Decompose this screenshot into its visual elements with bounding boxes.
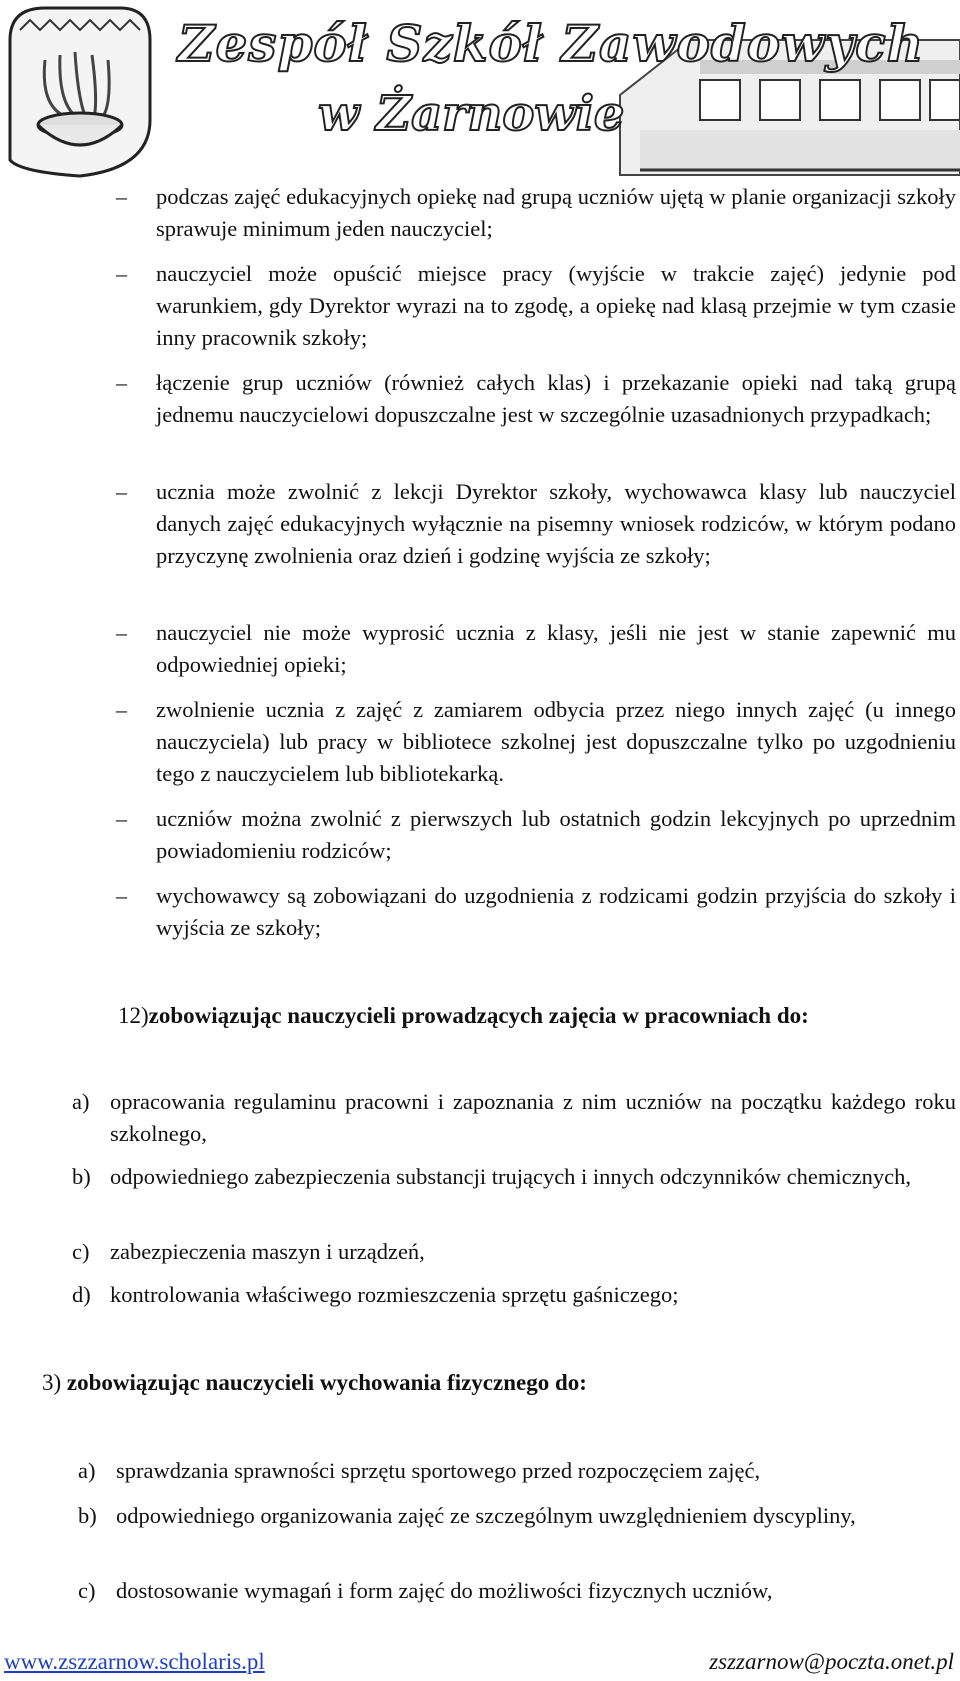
list-item-text: kontrolowania właściwego rozmieszczenia sprzętu gaśniczego; bbox=[110, 1282, 679, 1307]
list-item bbox=[116, 694, 956, 790]
list-marker: a) bbox=[72, 1089, 90, 1114]
list-item bbox=[72, 1236, 956, 1268]
list-item bbox=[116, 803, 956, 867]
list-item-text: ucznia może zwolnić z lekcji Dyrektor szkoły, wychowawca klasy lub nauczyciel danych zajęć edukacyjnych wyłącznie na pisemny wniosek rodziców, w którym podano przyczynę zwolnienia oraz dzień i godzinę wyjścia ze szkoły; bbox=[156, 479, 956, 568]
dash-marker: – bbox=[116, 883, 127, 908]
section-title: zobowiązując nauczycieli wychowania fizycznego do: bbox=[66, 1370, 587, 1395]
list-item bbox=[116, 476, 956, 572]
dash-marker: – bbox=[116, 370, 127, 395]
list-marker: d) bbox=[72, 1282, 91, 1307]
dash-marker: – bbox=[116, 620, 127, 645]
list-item-text: uczniów można zwolnić z pierwszych lub ostatnich godzin lekcyjnych po uprzednim powiadomieniu rodziców; bbox=[156, 806, 956, 863]
list-item-text: łączenie grup uczniów (również całych klas) i przekazanie opieki nad taką grupą jednemu nauczycielowi dopuszczalne jest w szczególnie uzasadnionych przypadkach; bbox=[156, 370, 956, 427]
dash-marker: – bbox=[116, 184, 127, 209]
list-item-text: odpowiedniego zabezpieczenia substancji trujących i innych odczynników chemicznych, bbox=[110, 1164, 911, 1189]
list-item bbox=[78, 1455, 956, 1487]
footer-website-link[interactable]: www.zszzarnow.scholaris.pl bbox=[4, 1649, 265, 1674]
list-marker: c) bbox=[78, 1578, 96, 1603]
list-item-text: odpowiedniego organizowania zajęć ze szczególnym uwzględnieniem dyscypliny, bbox=[116, 1503, 856, 1528]
list-item-text: wychowawcy są zobowiązani do uzgodnienia z rodzicami godzin przyjścia do szkoły i wyjścia ze szkoły; bbox=[156, 883, 956, 940]
header-banner bbox=[0, 0, 960, 178]
list-marker: a) bbox=[78, 1458, 96, 1483]
list-marker: c) bbox=[72, 1239, 90, 1264]
footer-email: zszzarnow@poczta.onet.pl bbox=[709, 1649, 954, 1674]
list-item-text: podczas zajęć edukacyjnych opiekę nad grupą uczniów ujętą w planie organizacji szkoły sprawuje minimum jeden nauczyciel; bbox=[156, 184, 956, 241]
header-title: Zespół Szkół Zawodowych bbox=[178, 14, 925, 73]
list-item bbox=[78, 1575, 956, 1607]
dash-marker: – bbox=[116, 697, 127, 722]
list-item bbox=[116, 617, 956, 681]
list-marker: b) bbox=[72, 1164, 91, 1189]
list-item-text: zabezpieczenia maszyn i urządzeń, bbox=[110, 1239, 425, 1264]
section-heading bbox=[42, 1367, 587, 1399]
dash-marker: – bbox=[116, 261, 127, 286]
list-item-text: sprawdzania sprawności sprzętu sportowego przed rozpoczęciem zajęć, bbox=[116, 1458, 761, 1483]
section-number: 3) bbox=[42, 1370, 62, 1395]
list-item-text: dostosowanie wymagań i form zajęć do możliwości fizycznych uczniów, bbox=[116, 1578, 773, 1603]
list-item bbox=[72, 1279, 956, 1311]
dash-marker: – bbox=[116, 806, 127, 831]
list-marker: b) bbox=[78, 1503, 97, 1528]
list-item bbox=[78, 1500, 956, 1532]
list-item bbox=[72, 1161, 956, 1193]
list-item bbox=[116, 181, 956, 245]
list-item-text: zwolnienie ucznia z zajęć z zamiarem odbycia przez niego innych zajęć (u innego nauczyciela) lub pracy w bibliotece szkolnej jest dopuszczalne tylko po uzgodnieniu tego z nauczycielem lub bibliotekarką. bbox=[156, 697, 956, 786]
section-heading bbox=[118, 1000, 809, 1032]
list-item bbox=[116, 258, 956, 354]
list-item-text: nauczyciel nie może wyprosić ucznia z klasy, jeśli nie jest w stanie zapewnić mu odpowiedniej opieki; bbox=[156, 620, 956, 677]
dash-marker: – bbox=[116, 479, 127, 504]
list-item bbox=[116, 880, 956, 944]
header-subtitle: w Żarnowie bbox=[318, 86, 625, 142]
list-item-text: nauczyciel może opuścić miejsce pracy (wyjście w trakcie zajęć) jedynie pod warunkiem, gdy Dyrektor wyrazi na to zgodę, a opiekę nad klasą przejmie w tym czasie inny pracownik szkoły; bbox=[156, 261, 956, 350]
section-number: 12) bbox=[118, 1003, 149, 1028]
list-item-text: opracowania regulaminu pracowni i zapoznania z nim uczniów na początku każdego roku szkolnego, bbox=[110, 1089, 956, 1146]
section-title: zobowiązując nauczycieli prowadzących zajęcia w pracowniach do: bbox=[148, 1003, 809, 1028]
list-item bbox=[116, 367, 956, 431]
list-item bbox=[72, 1086, 956, 1150]
